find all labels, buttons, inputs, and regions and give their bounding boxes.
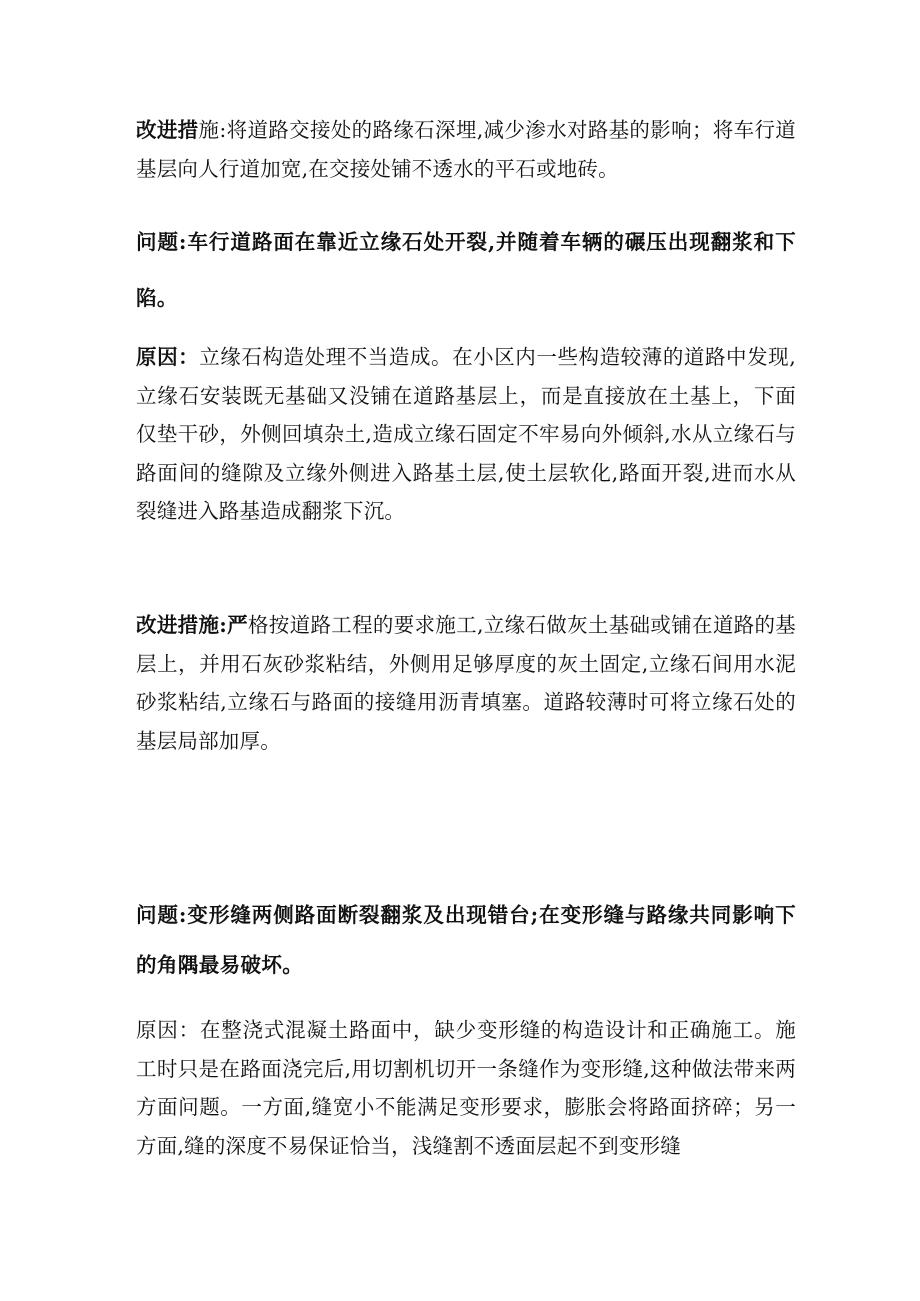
paragraph-cause-curb [136, 338, 796, 531]
paragraph-body: 格按道路工程的要求施工,立缘石做灰土基础或铺在道路的基层上，并用石灰砂浆粘结，外侧用足够厚度的灰土固定,立缘石间用水泥砂浆粘结,立缘石与路面的接缝用沥青填塞。道路较薄时可将立缘石处的基层局部加厚。 [136, 613, 796, 753]
paragraph-improvement-2 [136, 606, 796, 760]
paragraph-problem-expansion-joint [136, 890, 796, 990]
paragraph-cause-expansion-joint [136, 1011, 796, 1165]
paragraph-problem-curb-cracking [136, 214, 796, 326]
paragraph-body: 施:将道路交接处的路缘石深埋,减少渗水对路基的影响；将车行道基层向人行道加宽,在交接处铺不透水的平石或地砖。 [136, 118, 797, 181]
paragraph-lead: 原因： [136, 345, 200, 369]
paragraph-body: 原因：在整浇式混凝土路面中，缺少变形缝的构造设计和正确施工。施工时只是在路面浇完后,用切割机切开一条缝作为变形缝,这种做法带来两方面问题。一方面,缝宽小不能满足变形要求，膨胀会将路面挤碎；另一方面,缝的深度不易保证恰当，浅缝割不透面层起不到变形缝 [136, 1018, 796, 1158]
paragraph-lead: 改进措施:严 [136, 613, 248, 637]
paragraph-lead: 问题:车行道路面在靠近立缘石处开裂,并随着车辆的碾压出现翻浆和下陷。 [136, 230, 796, 310]
paragraph-body: 立缘石构造处理不当造成。在小区内一些构造较薄的道路中发现,立缘石安装既无基础又没铺在道路基层上，而是直接放在土基上，下面仅垫干砂，外侧回填杂土,造成立缘石固定不牢易向外倾斜,水从立缘石与路面间的缝隙及立缘外侧进入路基土层,使土层软化,路面开裂,进而水从裂缝进入路基造成翻浆下沉。 [136, 345, 796, 523]
paragraph-lead: 改进措 [136, 118, 199, 142]
paragraph-lead: 问题:变形缝两侧路面断裂翻浆及出现错台;在变形缝与路缘共同影响下的角隅最易破坏。 [136, 903, 796, 977]
paragraph-improvement-1 [136, 111, 796, 188]
